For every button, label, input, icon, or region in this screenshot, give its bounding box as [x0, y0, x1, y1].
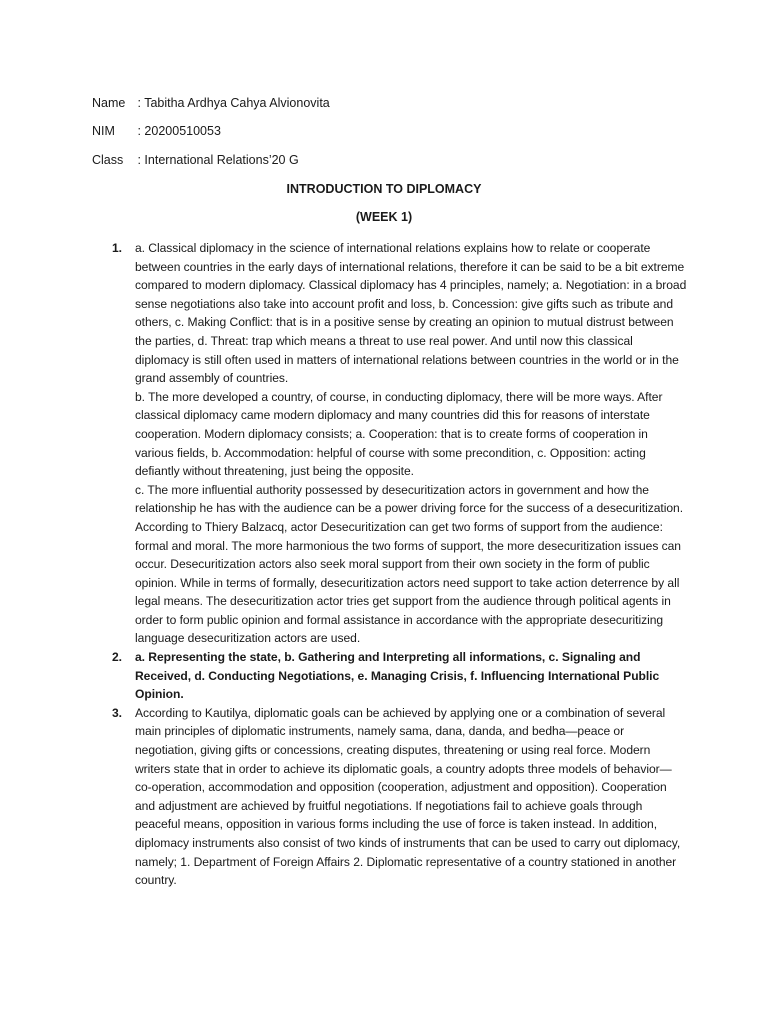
- name-label: Name: [92, 96, 126, 110]
- document-title: INTRODUCTION TO DIPLOMACY: [286, 182, 482, 196]
- nim-value: : 20200510053: [137, 124, 221, 138]
- document-subtitle: (WEEK 1): [355, 210, 413, 224]
- item-number: 3.: [112, 705, 122, 720]
- name-row: [92, 94, 330, 112]
- paragraph: c. The more influential authority possessed by desecuritization actors in government and how the relationship he has with the audience can be a power driving force for the success of a desecuritization. According to Thiery Balzacq, actor Desecuritization can get two forms of support from the audience: formal and moral. The more harmonious the two forms of support, the more desecuritization issues can occur. Desecuritization actors also seek moral support from their own society in the form of public opinion. While in terms of formally, desecuritization actors need support to take action deterrence by all legal means. The desecuritization actor tries get support from the audience through political agents in order to form public opinion and formal assistance in accordance with the appropriate desecuritizing language desecuritization actors are used.: [135, 482, 684, 646]
- name-value: : Tabitha Ardhya Cahya Alvionovita: [137, 96, 330, 110]
- item-number: 2.: [112, 650, 122, 665]
- class-row: [92, 151, 299, 169]
- nim-label: NIM: [92, 124, 115, 138]
- list-item: [112, 239, 688, 648]
- nim-row: [92, 122, 221, 140]
- paragraph: a. Representing the state, b. Gathering and Interpreting all informations, c. Signaling and Received, d. Conducting Negotiations, e. Managing Crisis, f. Influencing International Public Opinion.: [135, 650, 660, 702]
- paragraph: According to Kautilya, diplomatic goals can be achieved by applying one or a combination of several main principles of diplomatic instruments, namely sama, dana, danda, and bedha—peace or negotiation, giving gifts or concessions, creating disputes, threatening or using real force. Modern writers state that in order to achieve its diplomatic goals, a country adopts three models of behavior—co-operation, accommodation and opposition (cooperation, adjustment and opposition). Cooperation and adjustment are achieved by fruitful negotiations. If negotiations fail to achieve goals through peaceful means, opposition in various forms including the use of force is taken instead. In addition, diplomacy instruments also consist of two kinds of instruments that can be used to carry out diplomacy, namely; 1. Department of Foreign Affairs 2. Diplomatic representative of a country stationed in another country.: [135, 705, 681, 888]
- list-item: [112, 704, 688, 890]
- class-label: Class: [92, 153, 124, 167]
- class-value: : International Relations’20 G: [137, 153, 299, 167]
- list-item: [112, 648, 688, 704]
- paragraph: a. Classical diplomacy in the science of international relations explains how to relate or cooperate between countries in the early days of international relations, therefore it can be said to be a bit extreme compared to modern diplomacy. Classical diplomacy has 4 principles, namely; a. Negotiation: in a broad sense negotiations also take into account profit and loss, b. Concession: give gifts such as tribute and others, c. Making Conflict: that is in a positive sense by creating an opinion to mutual distrust between the parties, d. Threat: trap which means a threat to use real power. And until now this classical diplomacy is still often used in matters of international relations between countries in the world or in the grand assembly of countries.: [135, 241, 687, 386]
- item-number: 1.: [112, 241, 122, 255]
- paragraph: b. The more developed a country, of course, in conducting diplomacy, there will be more ways. After classical diplomacy came modern diplomacy and many countries did this for reasons of interstate cooperation. Modern diplomacy consists; a. Cooperation: that is to create forms of cooperation in various fields, b. Accommodation: helpful of course with some precondition, c. Opposition: acting defiantly without threatening, just being the opposite.: [135, 389, 663, 479]
- answer-list: [112, 239, 688, 890]
